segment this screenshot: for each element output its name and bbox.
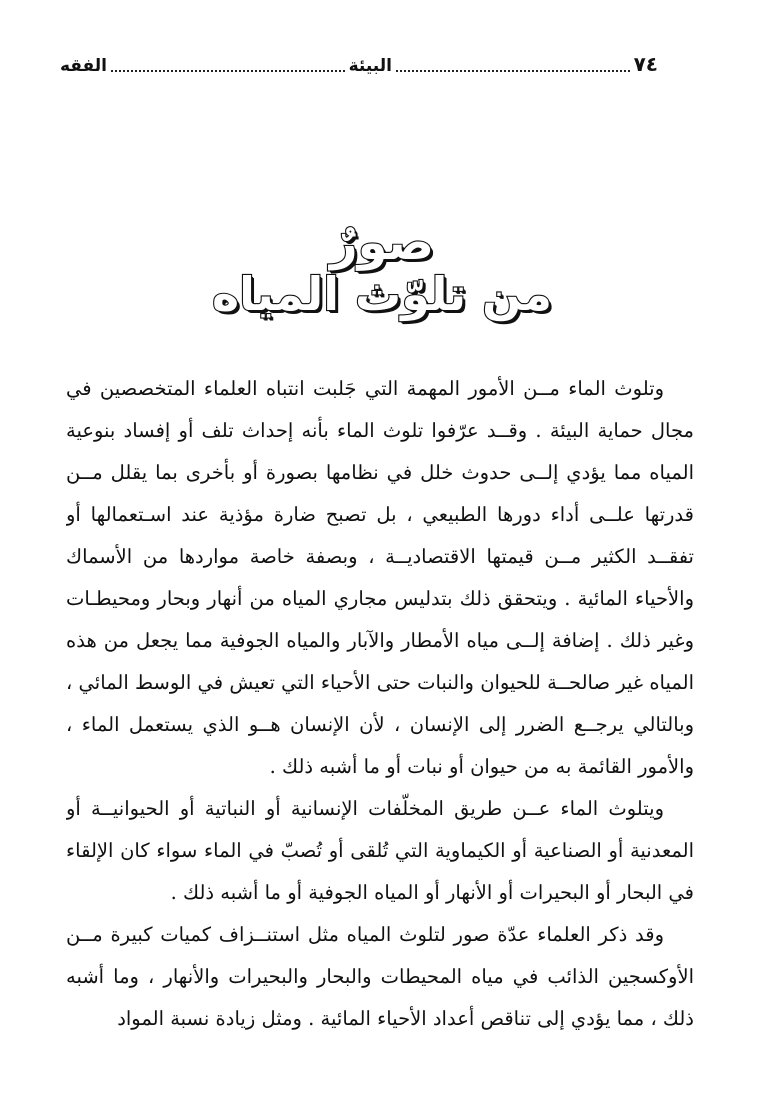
body-text: [66, 368, 694, 1058]
header-section-name: الفقه: [59, 56, 107, 76]
header-dotted-leader: [111, 70, 345, 72]
chapter-title-line-2: من تلوّث المياه: [211, 267, 553, 322]
paragraph: وقد ذكر العلماء عدّة صور لتلوث المياه مثل استنــزاف كميات كبيرة مــن الأوكسجين الذائب في مياه المحيطات والبحار والبحيرات والأنهار ، وما أشبه ذلك ، مما يؤدي إلى تناقص أعداد الأحياء المائية . ومثل زيادة نسبة المواد: [66, 923, 694, 1030]
page-number: ٧٤: [633, 52, 658, 76]
paragraph: ويتلوث الماء عــن طريق المخلّفات الإنسانية أو النباتية أو الحيوانيــة أو المعدنية أو الصناعية أو الكيماوية التي تُلقى أو تُصبّ في الماء سواء كان الإلقاء في البحار أو البحيرات أو الأنهار أو المياه الجوفية أو ما أشبه ذلك .: [66, 797, 694, 904]
running-header: [60, 50, 658, 78]
paragraph: وتلوث الماء مــن الأمور المهمة التي جَلبت انتباه العلماء المتخصصين في مجال حماية البيئة . وقــد عرّفوا تلوث الماء بأنه إحداث تلف أو إفساد بنوعية المياه مما يؤدي إلــى حدوث خلل في نظامها بصورة أو بأخرى بما يقلل مــن قدرتها علــى أداء دورها الطبيعي ، بل تصبح ضارة مؤذية عند اسـتعمالها أو تفقــد الكثير مــن قيمتها الاقتصاديــة ، وبصفة خاصة مواردها من الأسماك والأحياء المائية . ويتحقق ذلك بتدليس مجاري المياه من أنهار وبحار ومحيطـات وغير ذلك . إضافة إلــى مياه الأمطار والآبار والمياه الجوفية مما يجعل من هذه المياه غير صالحــة للحيوان والنبات حتى الأحياء التي تعيش في الوسط المائي ، وبالتالي يرجــع الضرر إلى الإنسان ، لأن الإنسان هــو الذي يستعمل الماء ، والأمور القائمة به من حيوان أو نبات أو ما أشبه ذلك .: [66, 377, 694, 778]
header-dotted-leader: [396, 70, 630, 72]
chapter-title: [0, 215, 764, 322]
header-book-title: البيئة: [348, 56, 392, 76]
chapter-title-line-1: صورٌ: [329, 215, 435, 271]
